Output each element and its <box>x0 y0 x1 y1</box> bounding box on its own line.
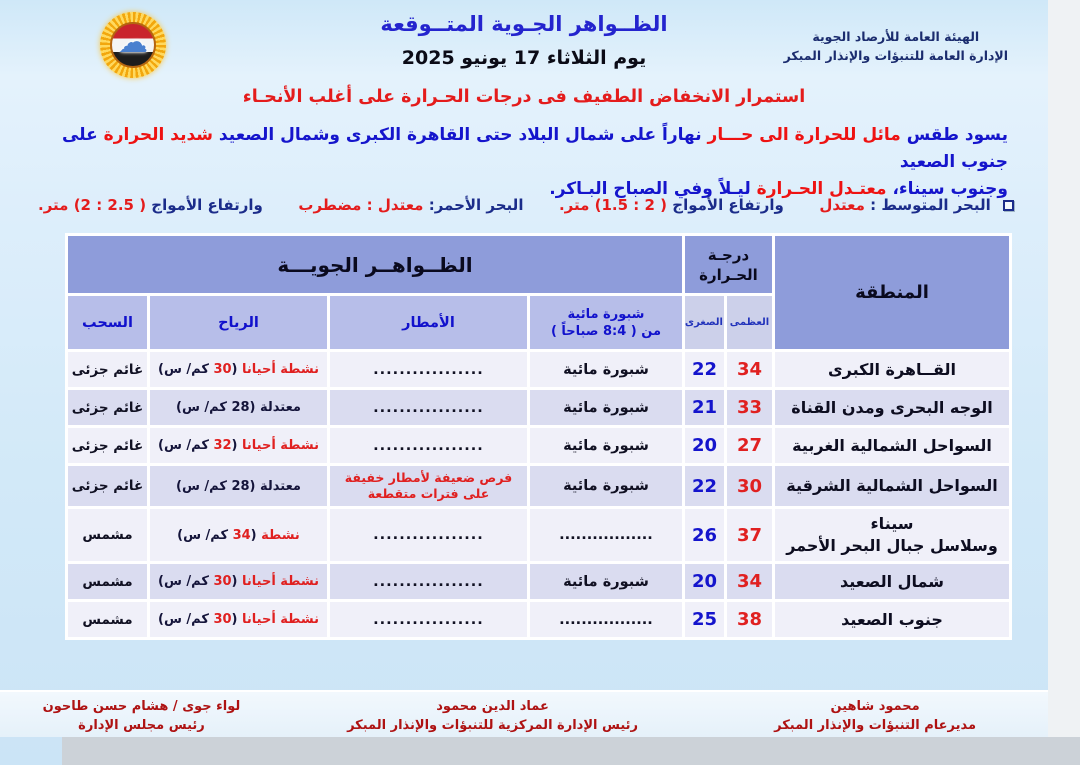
fog-header-line2: من ( 8:4 صباحاً ) <box>550 323 661 339</box>
wind-cell: نشطة أحيانا (30 كم/ س) <box>148 563 328 601</box>
clouds-cell: مشمس <box>66 563 148 601</box>
temperature-column-header: درجـة الحـرارة <box>683 235 773 295</box>
window-background-bottom <box>62 737 1080 765</box>
wind-speed: 30 <box>213 612 232 627</box>
table-row <box>66 563 1010 601</box>
table-row <box>66 351 1010 389</box>
meter-unit: متر. <box>38 196 69 214</box>
wind-speed: 32 <box>213 438 232 453</box>
max-temp-cell: 37 <box>726 508 774 563</box>
wind-cell: نشطة أحيانا (32 كم/ س) <box>148 427 328 465</box>
fog-cell: شبورة مائية <box>528 563 683 601</box>
rain-cell: فرص ضعيفة لأمطار خفيفة على فترات متقطعة <box>328 465 528 508</box>
summary-segment: وجنوب سيناء، <box>886 179 1008 199</box>
min-temp-cell: 20 <box>683 563 725 601</box>
clouds-cell: مشمس <box>66 508 148 563</box>
wind-description: نشطة أحيانا <box>242 362 319 377</box>
fog-cell: شبورة مائية <box>528 465 683 508</box>
wind-description: معتدلة <box>260 400 301 415</box>
wind-description: نشطة أحيانا <box>242 612 319 627</box>
signature-block <box>0 695 283 735</box>
region-cell: السواحل الشمالية الشرقية <box>774 465 1011 508</box>
max-temp-header: العظمى <box>726 295 774 351</box>
table-header-row-1 <box>66 235 1010 295</box>
clouds-cell: غائم جزئى <box>66 465 148 508</box>
fog-column-header <box>528 295 683 351</box>
wind-cell: نشطة أحيانا (30 كم/ س) <box>148 351 328 389</box>
weather-summary <box>40 122 1008 203</box>
region-cell: القــاهرة الكبرى <box>774 351 1011 389</box>
clouds-cell: غائم جزئى <box>66 389 148 427</box>
mediterranean-state: معتدل <box>819 196 865 214</box>
mediterranean-label: البحر المتوسط : <box>864 196 991 214</box>
wind-description: نشطة <box>261 527 300 543</box>
wind-description: معتدلة <box>260 478 301 494</box>
table-row <box>66 389 1010 427</box>
rain-cell: ................. <box>328 351 528 389</box>
summary-segment: على جنوب الصعيد <box>61 125 1008 172</box>
wind-column-header: الرياح <box>148 295 328 351</box>
wind-speed: 34 <box>232 527 251 543</box>
org-line-2: الإدارة العامة للتنبؤات والإنذار المبكر <box>783 48 1008 63</box>
summary-segment: ليـلاً وفي الصباح البـاكر. <box>549 179 751 199</box>
region-cell: السواحل الشمالية الغربية <box>774 427 1011 465</box>
clouds-cell: غائم جزئى <box>66 351 148 389</box>
fog-cell: شبورة مائية <box>528 351 683 389</box>
wind-speed: 30 <box>213 574 232 589</box>
max-temp-cell: 34 <box>726 563 774 601</box>
clouds-column-header: السحب <box>66 295 148 351</box>
max-temp-cell: 33 <box>726 389 774 427</box>
table-row <box>66 508 1010 563</box>
org-line-1: الهيئة العامة للأرصاد الجوية <box>812 29 980 44</box>
waves-label: وارتفاع الأمواج <box>667 196 784 214</box>
wind-cell: معتدلة (28 كم/ س) <box>148 389 328 427</box>
min-temp-cell: 25 <box>683 601 725 639</box>
sea-item-mediterranean <box>819 196 1014 214</box>
signature-name: لواء جوى / هشام حسن طاحون <box>42 698 241 714</box>
wind-description: نشطة أحيانا <box>242 438 319 453</box>
clouds-cell: مشمس <box>66 601 148 639</box>
fog-cell: شبورة مائية <box>528 427 683 465</box>
red-sea-label: البحر الأحمر: <box>423 196 524 214</box>
page-title: الظــواهر الجـوية المتــوقعة <box>380 12 668 36</box>
signature-name: عماد الدين محمود <box>436 698 549 714</box>
waves-label: وارتفاع الأمواج <box>146 196 263 214</box>
fog-cell: ................. <box>528 601 683 639</box>
footer-signatures <box>0 690 1048 737</box>
min-temp-header: الصغرى <box>683 295 725 351</box>
min-temp-cell: 22 <box>683 465 725 508</box>
sea-item-mediterranean-waves <box>559 196 784 214</box>
red-sea-wave-height: (2 : 2.5 ) <box>73 196 147 214</box>
fog-cell: شبورة مائية <box>528 389 683 427</box>
signature-name: محمود شاهين <box>830 698 920 714</box>
fog-cell: ................. <box>528 508 683 563</box>
forecast-date: يوم الثلاثاء 17 يونيو 2025 <box>401 47 647 69</box>
rain-cell: ................. <box>328 601 528 639</box>
summary-segment: نهاراً على شمال البلاد حتى القاهرة الكبرى وشمال الصعيد <box>213 125 702 145</box>
wind-cell: معتدلة (28 كم/ س) <box>148 465 328 508</box>
fog-header-line1: شبورة مائية <box>567 306 645 322</box>
signature-title: مديرعام التنبؤات والإنذار المبكر <box>774 717 977 733</box>
cloud-icon: ☁ <box>118 25 148 60</box>
min-temp-cell: 21 <box>683 389 725 427</box>
organization-name <box>784 27 1008 65</box>
rain-cell: ................. <box>328 389 528 427</box>
min-temp-cell: 22 <box>683 351 725 389</box>
window-background-right <box>1048 0 1080 737</box>
summary-segment: يسود طقس <box>900 125 1008 145</box>
region-column-header: المنطقة <box>774 235 1011 351</box>
region-cell: شمال الصعيد <box>774 563 1011 601</box>
summary-segment: مائل للحرارة الى حـــار <box>701 125 901 145</box>
forecast-table-body <box>66 351 1010 639</box>
min-temp-cell: 26 <box>683 508 725 563</box>
wind-speed: 30 <box>213 362 232 377</box>
max-temp-cell: 30 <box>726 465 774 508</box>
min-temp-cell: 20 <box>683 427 725 465</box>
mediterranean-wave-height: (1.5 : 2 ) <box>594 196 668 214</box>
forecast-table <box>65 233 1012 640</box>
signature-block <box>283 695 702 735</box>
wind-cell: نشطة (34 كم/ س) <box>148 508 328 563</box>
region-cell: جنوب الصعيد <box>774 601 1011 639</box>
max-temp-cell: 27 <box>726 427 774 465</box>
signature-title: رئيس مجلس الإدارة <box>78 717 205 733</box>
phenomena-column-header: الظــواهــر الجويـــة <box>66 235 683 295</box>
meter-unit: متر. <box>558 196 590 214</box>
table-row <box>66 465 1010 508</box>
rain-column-header: الأمطار <box>328 295 528 351</box>
max-temp-cell: 34 <box>726 351 774 389</box>
clouds-cell: غائم جزئى <box>66 427 148 465</box>
region-cell: سيناء وسلاسل جبال البحر الأحمر <box>774 508 1011 563</box>
rain-cell: ................. <box>328 563 528 601</box>
max-temp-cell: 38 <box>726 601 774 639</box>
wind-description: نشطة أحيانا <box>242 574 319 589</box>
wind-cell: نشطة أحيانا (30 كم/ س) <box>148 601 328 639</box>
table-row <box>66 427 1010 465</box>
table-row <box>66 601 1010 639</box>
rain-cell: ................. <box>328 427 528 465</box>
sea-item-red-sea <box>298 196 523 214</box>
summary-segment: معتـدل الحـرارة <box>750 179 887 199</box>
checkbox-icon <box>1003 200 1014 211</box>
region-cell: الوجه البحرى ومدن القناة <box>774 389 1011 427</box>
rain-cell: ................. <box>328 508 528 563</box>
red-sea-state: معتدل : مضطرب <box>298 196 424 214</box>
sea-conditions <box>38 196 1014 214</box>
signature-title: رئيس الإدارة المركزية للتنبؤات والإنذار المبكر <box>347 717 639 733</box>
summary-segment: شديد الحرارة <box>97 125 214 145</box>
wind-speed: 28 <box>231 478 250 494</box>
signature-block <box>702 695 1048 735</box>
sea-item-red-sea-waves <box>38 196 263 214</box>
headline: استمرار الانخفاض الطفيف فى درجات الحـرارة على أغلب الأنحـاء <box>242 87 806 107</box>
wind-speed: 28 <box>231 400 250 415</box>
